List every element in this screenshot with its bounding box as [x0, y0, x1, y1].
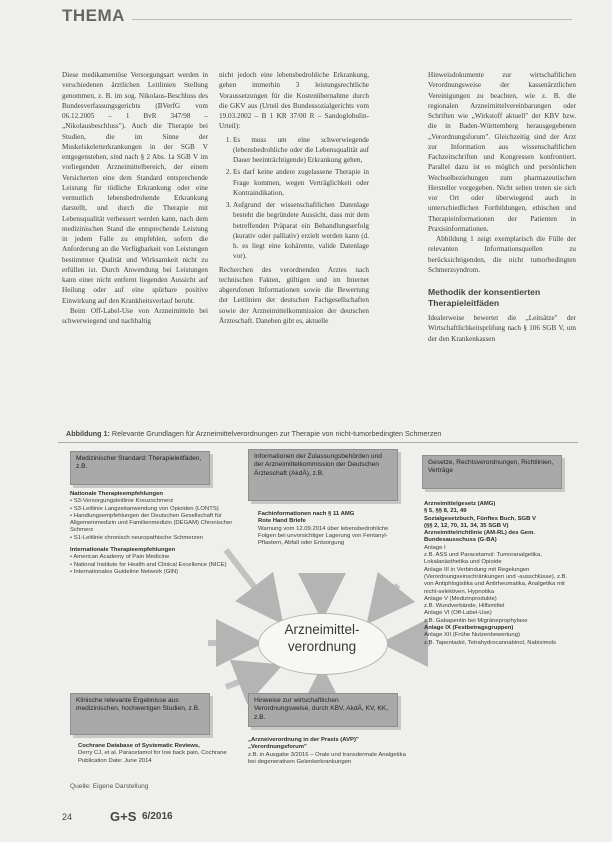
box-subheading: Nationale Therapieempfehlungen [70, 491, 163, 497]
arrow-from-bottom-left [226, 669, 272, 687]
figure-source: Quelle: Eigene Darstellung [70, 783, 149, 790]
list-item: 1. Es muss um eine schwerwiegende (lebensbedrohliche oder die Lebensqualität auf Dauer beeinträchtigende) Erkrankung gehen, [233, 135, 369, 166]
journal-issue: 6/2016 [142, 811, 173, 822]
box-subheading: Cochrane Database of Systematic Reviews, [78, 743, 200, 749]
agencies-box-body [258, 511, 398, 547]
paragraph: Recherchen des verordnenden Arztes nach technischen Fakten, gültigen und im Internet abgerufenen Informationen sowie die Bewertung der Leitlinien der deutschen Fachgesellschaften sowie der Arzneimittelkommission der deutschen Ärzteschaft. Daneben gibt es, aktuelle [219, 265, 369, 325]
box-item: Anlage V (Medizinprodukte) z.B. Wundverbände, Hilfsmittel [424, 595, 505, 610]
criteria-list [219, 135, 369, 262]
box-list: • American Academy of Pain Medicine • National Institute for Health and Clinical Excellence (NICE) • Internationales Guideline Network (GIN) [70, 554, 227, 575]
box-subheading: „Arzneiverordnung in der Praxis (AVP)" „Verordnungsforum" [248, 737, 359, 751]
box-item: Anlage XII (Frühe Nutzenbewertung) z.B. Tapentadol, Tetrahydrocannabinol, Nabiximols [424, 632, 557, 646]
box-item: Anlage I z.B. ASS und Paracetamol: Tumoranalgetika, Lokalanästhetika und Opioide [424, 544, 542, 566]
box-text: z.B. in Ausgabe 3/2016 – Orale und transdermale Analgetika bei degenerativen Gelenkerkrankungen [248, 751, 406, 765]
box-item: Anlage VI (Off-Label-Use) z.B. Gabapentin bei Migräneprophylaxe [424, 610, 528, 624]
journal-brand: G+S [110, 809, 137, 824]
standard-box-body [70, 491, 240, 576]
box-text: Derry CJ, et al. Paracetamol for low back pain, Cochrane Publication Date: June 2014 [78, 750, 227, 764]
studies-box-body [78, 743, 228, 765]
article-column-3 [428, 70, 576, 344]
box-item: Arzneimittelrichtlinie (AM-RL) des Gem. Bundesausschuss (G-BA) [424, 530, 535, 544]
agencies-box-header: Informationen der Zulassungsbehörden und der Arzneimittelkommission der Deutschen Ärzteschaft (AkdÄ), z.B. [248, 449, 398, 501]
box-item: Arzneimittelgesetz (AMG) § 5, §§ 8, 21, 49 [424, 501, 496, 515]
paragraph: nicht jedoch eine lebensbedrohliche Erkrankung, gehen immerhin 3 leistungsrechtliche Voraussetzungen für die Kostenübernahme durch die GKV aus (Urteil des Bundessozialgerichts vom 19.03.2002 – B 1 KR 37/00 R – Sandoglobulin-Urteil): [219, 71, 369, 131]
page-number: 24 [62, 812, 73, 822]
section-rule [132, 19, 572, 20]
box-item: Anlage III in Verbindung mit Regelungen (Verordnungseinschränkungen und -ausschlüsse), z.B. von Antiphlogistika und Antirheumatika, Analgetika mit nicht-selektiven, Hypnotika [424, 566, 568, 595]
law-box-body [424, 501, 570, 647]
list-item: 3. Aufgrund der wissenschaftlichen Datenlage besteht die begründete Aussicht, dass mit dem betreffenden Präparat ein Behandlungserfolg (kurativ oder palliativ) erzielt werden kann (d. h. es liegt eine kohärente, valide Datenlage vor). [233, 200, 369, 262]
economy-box-body [248, 737, 408, 766]
box-subheading: Fachinformationen nach § 11 AMG [258, 511, 355, 517]
box-subheading: Internationale Therapieempfehlungen [70, 547, 176, 554]
center-label: Arzneimittel- verordnung [284, 622, 360, 654]
paragraph: Hinweisdokumente zur wirtschaftlichen Verordnungsweise der kassenärztlichen Vereinigungen zu beachten, wie z. B. die regionalen Arzneimittelvereinbarungen oder Schriften wie „Wirkstoff aktuell" der KBV bzw. die in Baden-Württemberg herausgegebenen „Verordnungsforum". Gleichzeitig sind der Arzt zur Information aus wissenschaftlichen Fachzeitschriften und Kongressen konfrontiert. Parallel dazu ist es möglich und persönlichen Wechselbeziehungen zum pharmazeutischen Hersteller vorgegeben. Nicht selten treten sie sich vor Ort oder überwiegend auch in unterschiedlichen Fortbildungen, ethischen und Therapieinformationen der Patienten in Praxisinformationen. [428, 71, 576, 233]
law-box-header: Gesetze, Rechtsverordnungen, Richtlinien, Verträge [422, 455, 562, 489]
figure [58, 425, 578, 797]
article-column-2 [219, 70, 369, 326]
box-item: Sozialgesetzbuch, Fünftes Buch, SGB V (§§ 2, 12, 70, 31, 34, 35 SGB V) [424, 515, 536, 529]
economy-box-header: Hinweise zur wirtschaftlichen Verordnungsweise, durch KBV, AkdÄ, KV, KK, z.B. [248, 693, 398, 727]
studies-box-header: Klinische relevante Ergebnisse aus medizinischen, hochwertigen Studien, z.B. [70, 693, 210, 735]
box-item: Anlage IX (Festbetragsgruppen) [424, 625, 514, 632]
paragraph: Beim Off-Label-Use von Arzneimitteln bei schwerwiegend und nachhaltig [62, 306, 208, 325]
standard-box-header: Medizinischer Standard: Therapieleitfäden, z.B. [70, 451, 210, 485]
arrow-from-right [374, 585, 398, 615]
box-text: Warnung vom 12.09.2014 über lebensbedrohliche Folgen bei unvorsichtiger Lagerung von Fentanyl-Pflastern, Abfall oder Entsorgung [258, 525, 389, 547]
box-subheading: Rote Hand Briefe [258, 518, 306, 525]
figure-number: Abbildung 1: [66, 429, 110, 438]
section-label: THEMA [62, 6, 125, 25]
paragraph: Idealerweise bewertet die „Leitsätze" der Wirtschaftlichkeitsprüfung nach § 106 SGB V, um der den Krankenkassen [428, 314, 576, 343]
box-list: • S3-Versorgungsleitlinie Kreuzschmerz • S3-Leitlinie Langzeitanwendung von Opioiden (LONTS) • Handlungsempfehlungen der Deutschen Gesellschaft für Allgemeinmedizin und Familienmedizin (DEGAM) Chronischer Schmerz • S1-Leitlinie chronisch neuropathische Schmerzen [70, 498, 233, 541]
paragraph: Diese medikamentöse Versorgungsart werden in verschiedenen ärztlichen Leitlinien Stellung genommen, z. B. im sog. Nikolaus-Beschluss des Bundesverfassungsgerichts (BVerfG vom 06.12.2005 – 1 BvR 347/98 – „Nikolausbeschluss"). Auch die Therapie bei Studien, die im Sinne der Muskelskeletterkrankungen in der SGB V entgegenstehen, sind nach § 2 Abs. 1a SGB V im vorliegenden Arzneimittelbereich, der einem Versicherten eine dem Standard entsprechende Leistung für tödliche Erkrankung oder eine vermutlich lebensbedrohende Erkrankung darstellt, und durch die Therapie mit Lebensqualität verbessert werden kann, nach dem medizinischen Stand die entsprechende Leistung in jedem Falle zu empfehlen, sofern die Anforderung an die Verfügbarkeit von Leistungen bestimmter Qualität und Wirksamkeit nicht zu erfüllen ist. Durch Anwendung bei Leistungen kann einer nicht entfernt liegenden Aussicht auf Heilung oder auf eine spürbare positive Einwirkung auf den Krankheitsverlauf beruht. [62, 71, 208, 305]
paragraph: Abbildung 1 zeigt exemplarisch die Fülle der relevanten Informationsquellen zu berücksichtigenden, die nicht tumorbedingten Schmerzsyndrom. [428, 235, 576, 274]
list-item: 2. Es darf keine andere zugelassene Therapie in Frage kommen, wegen Verträglichkeit oder Kontraindikation, [233, 167, 369, 198]
figure-caption: Relevante Grundlagen für Arzneimittelverordnungen zur Therapie von nicht-tumorbedingten Schmerzen [111, 429, 442, 438]
subheading: Methodik der konsentierten Therapieleitfäden [428, 287, 541, 308]
article-column-1 [62, 70, 208, 326]
